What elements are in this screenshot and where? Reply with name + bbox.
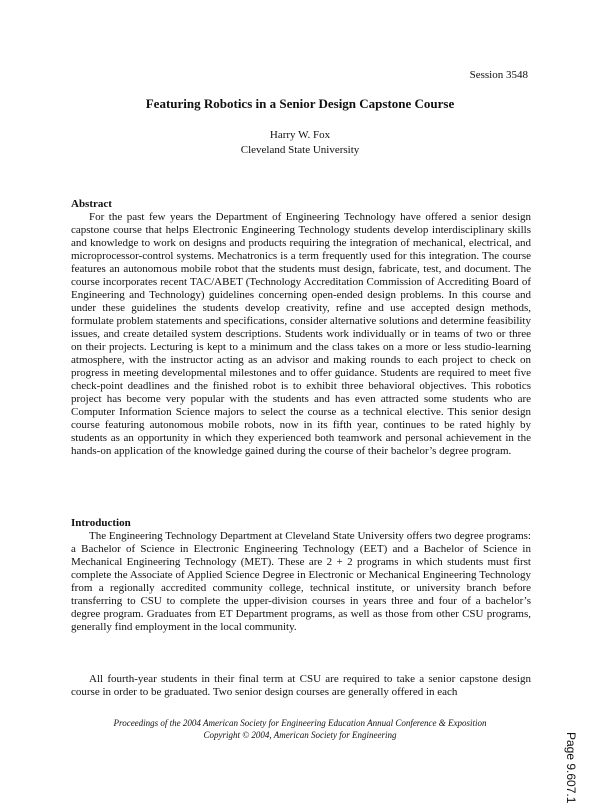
- author-block: [0, 128, 600, 158]
- session-number: Session 3548: [469, 69, 528, 81]
- paper-title: Featuring Robotics in a Senior Design Capstone Course: [145, 96, 455, 111]
- introduction-section: [71, 517, 531, 634]
- footer-proceedings: Proceedings of the 2004 American Society for Engineering Education Annual Conference & Exposition: [113, 718, 487, 728]
- abstract-text: For the past few years the Department of Engineering Technology have offered a senior design capstone course that helps Electronic Engineering Technology students develop interdisciplinary skills and knowledge to work on designs and products requiring the integration of mechanical, electrical, and microprocessor-control systems. Mechatronics is a term frequently used for this integration. The course features an autonomous mobile robot that the students must design, fabricate, test, and document. The course incorporates recent TAC/ABET (Technology Accreditation Commission of Accrediting Board of Engineering and Technology) guidelines concerning open-ended design problems. In this course and under these guidelines the students develop creativity, refine and use accepted design methods, formulate problem statements and specifications, consider alternative solutions and determine feasibility issues, and create detailed system descriptions. Students work individually or in teams of two or three on their projects. Lecturing is kept to a minimum and the class takes on a more or less studio-learning atmosphere, with the instructor acting as an advisor and making rounds to each project to check on progress in meeting developmental milestones and to offer guidance. Students are required to meet five check-point deadlines and the finished robot is to exhibit three behavioral objectives. This robotics project has become very popular with the students and has even attracted some students who are Computer Information Science majors to select the course as a technical elective. This senior design course featuring autonomous mobile robots, now in its fifth year, continues to be rated highly by students as an opportunity in which they experienced both teamwork and personal achievement in the hands-on application of the knowledge gained during the course of their bachelor’s degree program.: [71, 211, 531, 457]
- introduction-paragraph-2: [71, 673, 531, 699]
- author-name: Harry W. Fox: [269, 129, 331, 141]
- author-affiliation: Cleveland State University: [240, 144, 360, 156]
- introduction-text-2: All fourth-year students in their final term at CSU are required to take a senior capstone design course in order to be graduated. Two senior design courses are generally offered in each: [71, 673, 531, 698]
- introduction-heading: Introduction: [71, 517, 131, 529]
- footer-copyright: Copyright © 2004, American Society for Engineering: [203, 730, 397, 740]
- introduction-text: The Engineering Technology Department at Cleveland State University offers two degree programs: a Bachelor of Science in Electronic Engineering Technology (EET) and a Bachelor of Science in Mechanical Engineering Technology (MET). These are 2 + 2 programs in which students must first complete the Associate of Applied Science Degree in Electronic or Mechanical Engineering Technology from a regionally accredited community college, technical institute, or university branch before transferring to CSU to complete the upper-division courses in years three and four of a bachelor’s degree program. Graduates from ET Department programs, as well as those from other CSU programs, generally find employment in the local community.: [71, 530, 531, 633]
- page-number: Page 9.607.1: [564, 732, 578, 803]
- abstract-heading: Abstract: [71, 198, 112, 210]
- abstract-section: [71, 198, 531, 458]
- proceedings-footer: [0, 717, 600, 741]
